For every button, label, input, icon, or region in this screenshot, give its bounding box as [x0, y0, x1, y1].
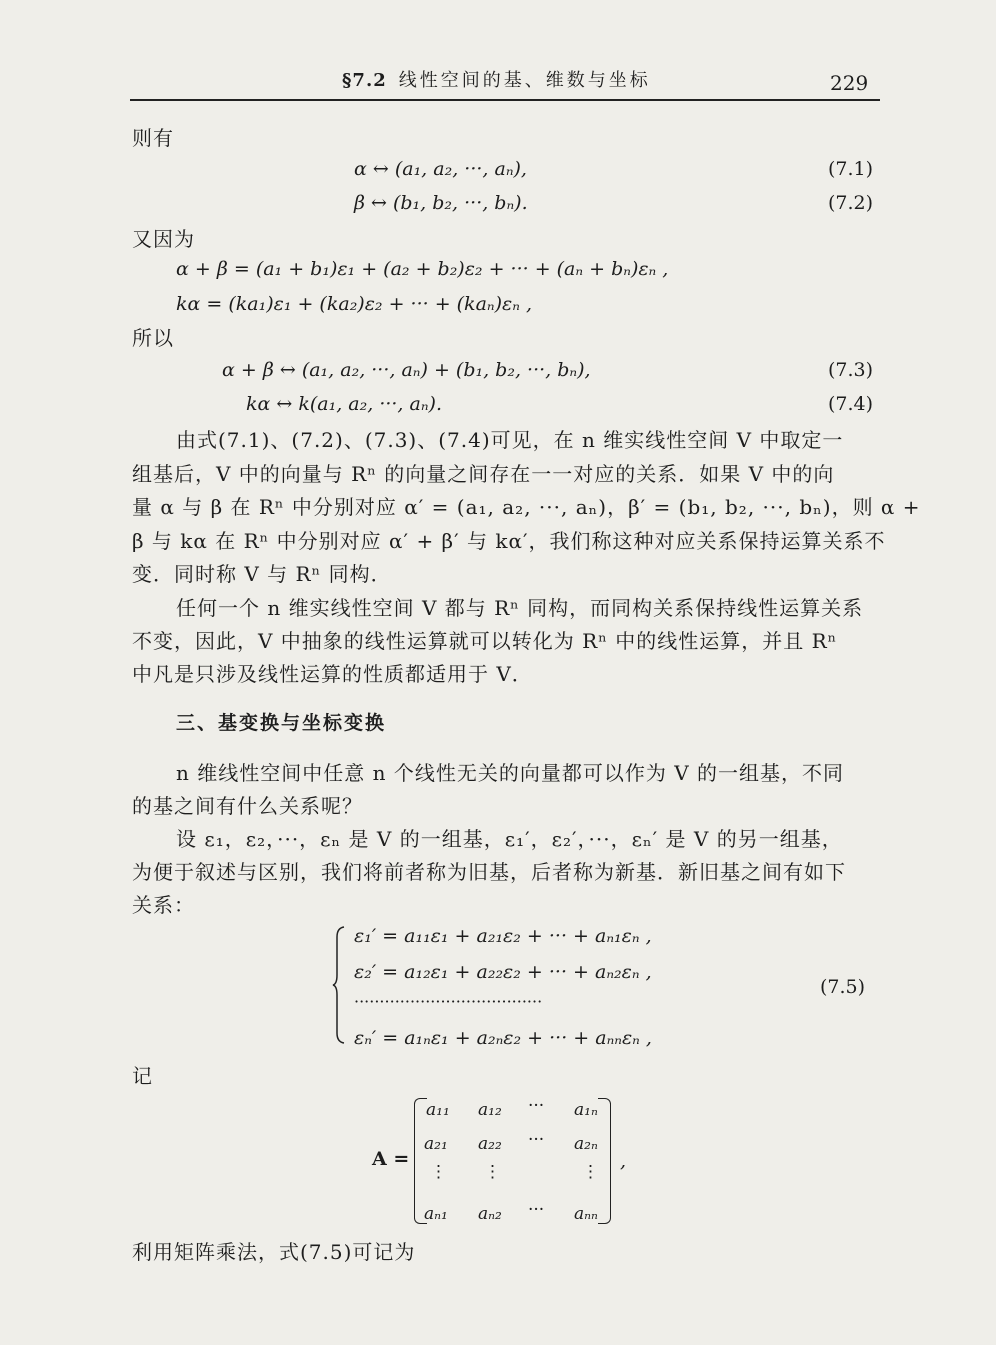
para1-line: 组基后，V 中的向量与 Rⁿ 的向量之间存在一一对应的关系．如果 V 中的向 [132, 462, 835, 486]
para2-line: 不变，因此，V 中抽象的线性运算就可以转化为 Rⁿ 中的线性运算，并且 Rⁿ [132, 629, 838, 653]
para4-line: 设 ε₁，ε₂，···，εₙ 是 V 的一组基，ε₁′，ε₂′，···，εₙ′ 是 V 的另一组基， [176, 827, 843, 851]
para2-line: 任何一个 n 维实线性空间 V 都与 Rⁿ 同构，而同构关系保持线性运算关系 [176, 596, 864, 620]
para4-line: 关系： [132, 893, 195, 917]
matrix-trailing-comma: , [620, 1150, 627, 1172]
matrix-cell: a₂ₙ [574, 1134, 598, 1154]
equation-7-4: kα ↔ k(a₁, a₂, ···, aₙ). [246, 393, 442, 415]
equation-sum: α + β = (a₁ + b₁)ε₁ + (a₂ + b₂)ε₂ + ··· + (aₙ + bₙ)εₙ , [176, 258, 669, 280]
header-rule [130, 99, 880, 101]
equation-tag-7-4: (7.4) [828, 393, 874, 415]
matrix-cell: a₁ₙ [574, 1100, 598, 1120]
matrix-label: A = [372, 1148, 410, 1170]
system-dots: ····································· [354, 992, 543, 1011]
text-then: 则有 [132, 126, 174, 150]
text-matrix-mult: 利用矩阵乘法，式(7.5)可记为 [132, 1240, 416, 1264]
para3-line: 的基之间有什么关系呢？ [132, 794, 363, 818]
para4-line: 为便于叙述与区别，我们将前者称为旧基，后者称为新基．新旧基之间有如下 [132, 860, 846, 884]
system-line: ε₁′ = a₁₁ε₁ + a₂₁ε₂ + ··· + aₙ₁εₙ , [354, 925, 652, 947]
matrix-cell: aₙ₁ [424, 1204, 448, 1224]
para1-line: 变．同时称 V 与 Rⁿ 同构． [132, 562, 392, 586]
system-line: εₙ′ = a₁ₙε₁ + a₂ₙε₂ + ··· + aₙₙεₙ , [354, 1027, 652, 1049]
equation-tag-7-5: (7.5) [820, 976, 866, 998]
matrix-cell: ··· [528, 1130, 545, 1150]
matrix-cell: ⋮ [430, 1162, 447, 1182]
para1-line: 由式(7.1)、(7.2)、(7.3)、(7.4)可见，在 n 维实线性空间 V 中取定一 [176, 428, 844, 452]
para3-line: n 维线性空间中任意 n 个线性无关的向量都可以作为 V 的一组基，不同 [176, 761, 844, 785]
matrix-cell: aₙ₂ [478, 1204, 502, 1224]
matrix-cell: ⋮ [582, 1162, 599, 1182]
para1-line: 量 α 与 β 在 Rⁿ 中分别对应 α′ = (a₁, a₂, ···, aₙ)，β′ = (b₁, b₂, ···, bₙ)，则 α + [132, 495, 921, 519]
equation-tag-7-3: (7.3) [828, 359, 874, 381]
matrix-cell: aₙₙ [574, 1204, 598, 1224]
section-title: 线性空间的基、维数与坐标 [398, 70, 651, 91]
equation-tag-7-2: (7.2) [828, 192, 874, 214]
system-line: ε₂′ = a₁₂ε₁ + a₂₂ε₂ + ··· + aₙ₂εₙ , [354, 961, 652, 983]
matrix-cell: ··· [528, 1096, 545, 1116]
matrix-cell: a₂₂ [478, 1134, 502, 1154]
matrix-right-bracket [598, 1098, 611, 1224]
matrix-cell: ⋮ [484, 1162, 501, 1182]
section-number: §7.2 [342, 70, 387, 91]
matrix-cell: ··· [528, 1200, 545, 1220]
equation-7-1: α ↔ (a₁, a₂, ···, aₙ), [354, 158, 527, 180]
left-brace [332, 925, 346, 1045]
matrix-cell: a₁₁ [426, 1100, 450, 1120]
equation-7-3: α + β ↔ (a₁, a₂, ···, aₙ) + (b₁, b₂, ···, bₙ), [222, 359, 591, 381]
section-heading: 三、基变换与坐标变换 [176, 712, 387, 734]
page-number: 229 [830, 71, 869, 95]
equation-tag-7-1: (7.1) [828, 158, 874, 180]
matrix-cell: a₁₂ [478, 1100, 502, 1120]
para2-line: 中凡是只涉及线性运算的性质都适用于 V． [132, 662, 533, 686]
text-because: 又因为 [132, 227, 195, 251]
para1-line: β 与 kα 在 Rⁿ 中分别对应 α′ + β′ 与 kα′，我们称这种对应关系保持运算关系不 [132, 529, 886, 553]
equation-7-2: β ↔ (b₁, b₂, ···, bₙ). [354, 192, 528, 214]
equation-scalar: kα = (ka₁)ε₁ + (ka₂)ε₂ + ··· + (kaₙ)εₙ , [176, 293, 532, 315]
text-so: 所以 [132, 326, 174, 350]
matrix-cell: a₂₁ [424, 1134, 448, 1154]
text-denote: 记 [132, 1064, 153, 1088]
running-header [342, 66, 651, 92]
